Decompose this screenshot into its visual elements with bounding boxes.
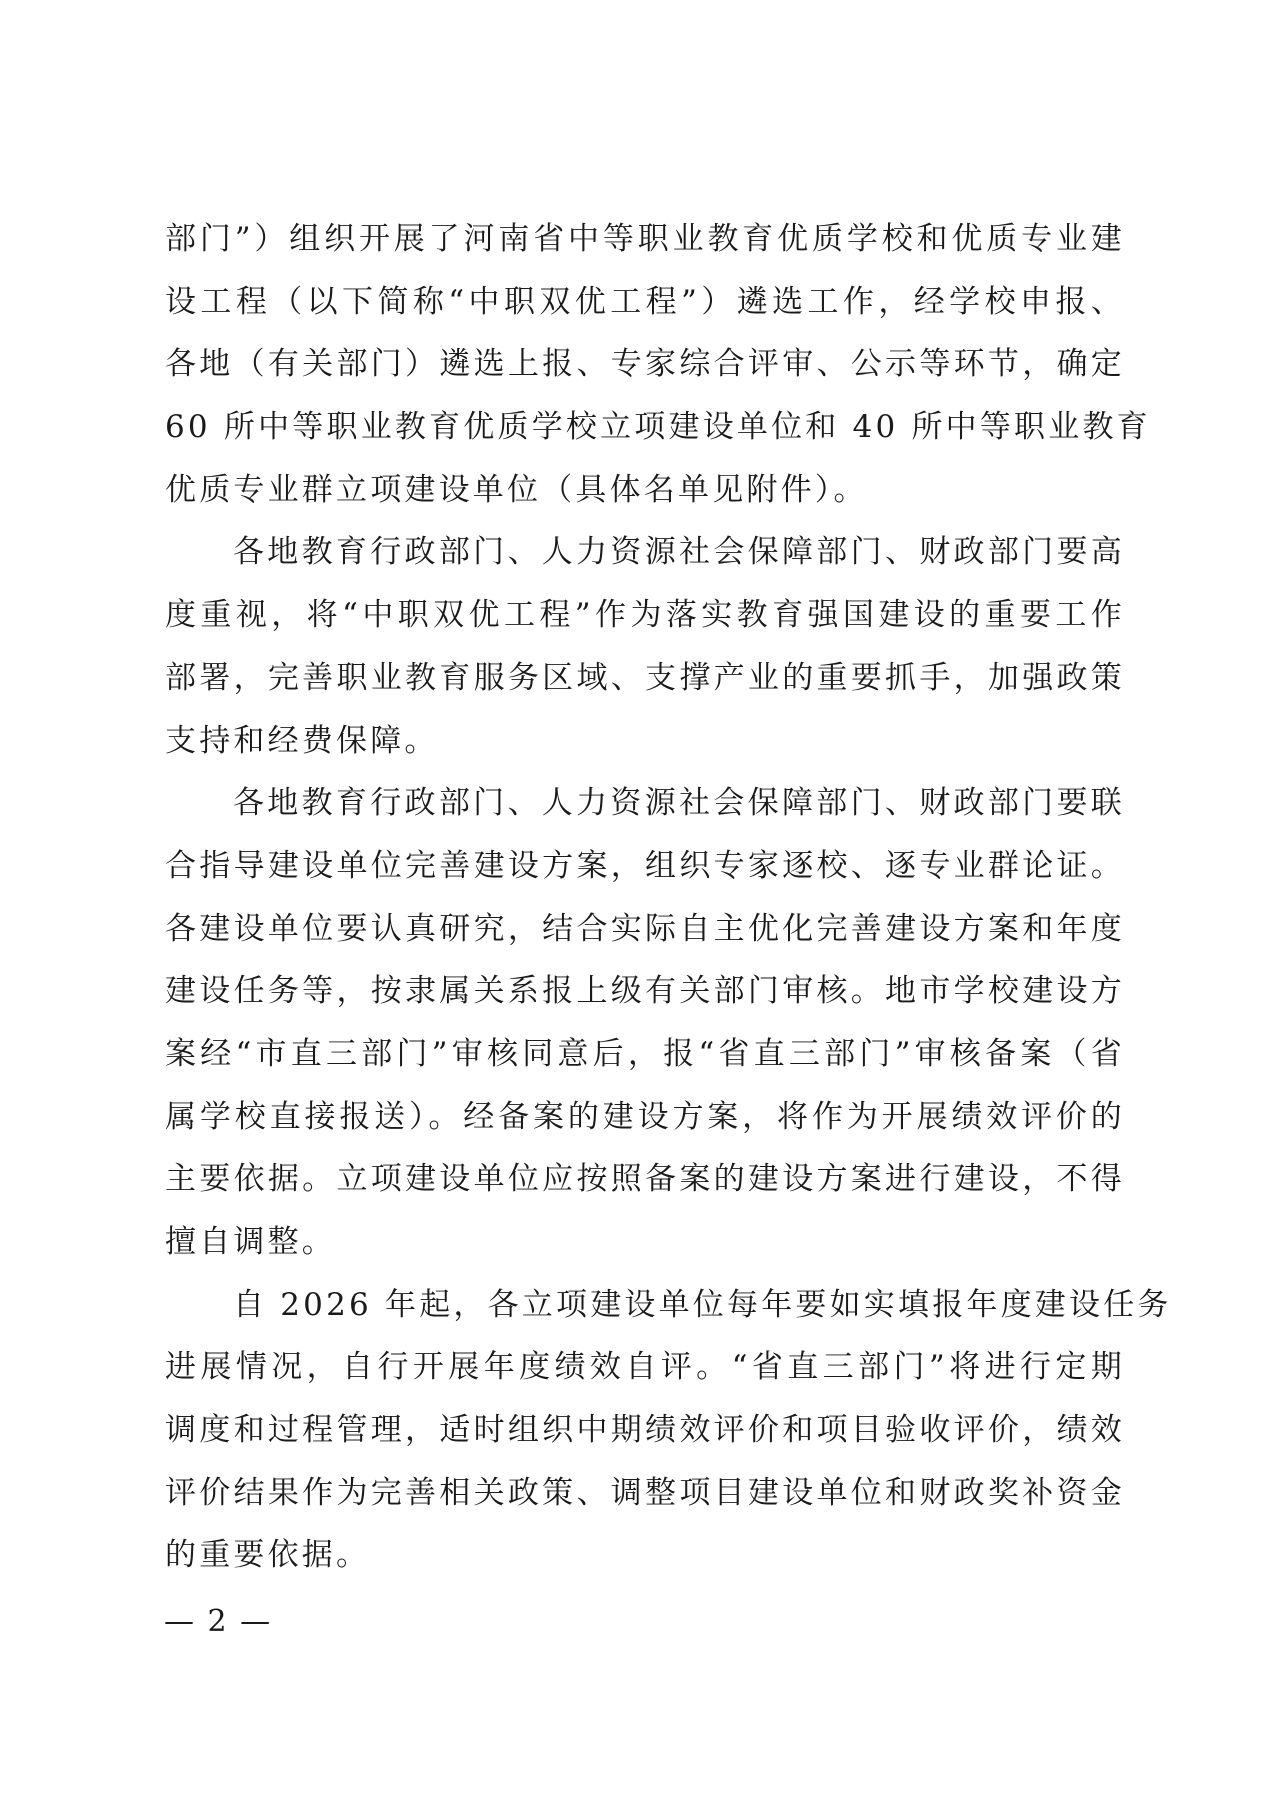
text-line: 建设任务等，按隶属关系报上级有关部门审核。地市学校建设方 xyxy=(165,973,1125,1010)
page-number: — 2 — xyxy=(164,1604,273,1639)
text-line: 自 2026 年起，各立项建设单位每年要如实填报年度建设任务 xyxy=(233,1286,1172,1323)
text-line: 主要依据。立项建设单位应按照备案的建设方案进行建设，不得 xyxy=(165,1161,1125,1198)
text-line: 调度和过程管理，适时组织中期绩效评价和项目验收评价，绩效 xyxy=(165,1412,1125,1449)
text-line: 度重视，将“中职双优工程”作为落实教育强国建设的重要工作 xyxy=(165,597,1125,634)
paragraph-2 xyxy=(165,521,1125,772)
paragraph-1 xyxy=(165,208,1151,521)
text-line: 部署，完善职业教育服务区域、支撑产业的重要抓手，加强政策 xyxy=(165,659,1125,696)
text-line: 各建设单位要认真研究，结合实际自主优化完善建设方案和年度 xyxy=(165,910,1125,947)
text-line: 进展情况，自行开展年度绩效自评。“省直三部门”将进行定期 xyxy=(165,1349,1125,1386)
text-line: 擅自调整。 xyxy=(165,1224,336,1260)
text-line: 的重要依据。 xyxy=(165,1537,371,1574)
paragraph-4 xyxy=(165,1274,1172,1587)
text-line: 各地（有关部门）遴选上报、专家综合评审、公示等环节，确定 xyxy=(165,346,1125,383)
text-line: 支持和经费保障。 xyxy=(165,722,439,759)
text-line: 各地教育行政部门、人力资源社会保障部门、财政部门要联 xyxy=(233,785,1125,822)
text-line: 各地教育行政部门、人力资源社会保障部门、财政部门要高 xyxy=(233,534,1125,571)
text-line: 评价结果作为完善相关政策、调整项目建设单位和财政奖补资金 xyxy=(165,1474,1125,1511)
text-line: 60 所中等职业教育优质学校立项建设单位和 40 所中等职业教育 xyxy=(165,409,1151,446)
text-line: 优质专业群立项建设单位（具体名单见附件）。 xyxy=(165,471,868,508)
text-line: 部门”）组织开展了河南省中等职业教育优质学校和优质专业建 xyxy=(165,221,1125,257)
text-line: 案经“市直三部门”审核同意后，报“省直三部门”审核备案（省 xyxy=(165,1035,1125,1072)
text-line: 合指导建设单位完善建设方案，组织专家逐校、逐专业群论证。 xyxy=(165,847,1125,884)
document-body xyxy=(165,208,1172,1587)
text-line: 属学校直接报送）。经备案的建设方案，将作为开展绩效评价的 xyxy=(165,1098,1125,1135)
text-line: 设工程（以下简称“中职双优工程”）遴选工作，经学校申报、 xyxy=(165,283,1125,320)
paragraph-3 xyxy=(165,772,1125,1274)
